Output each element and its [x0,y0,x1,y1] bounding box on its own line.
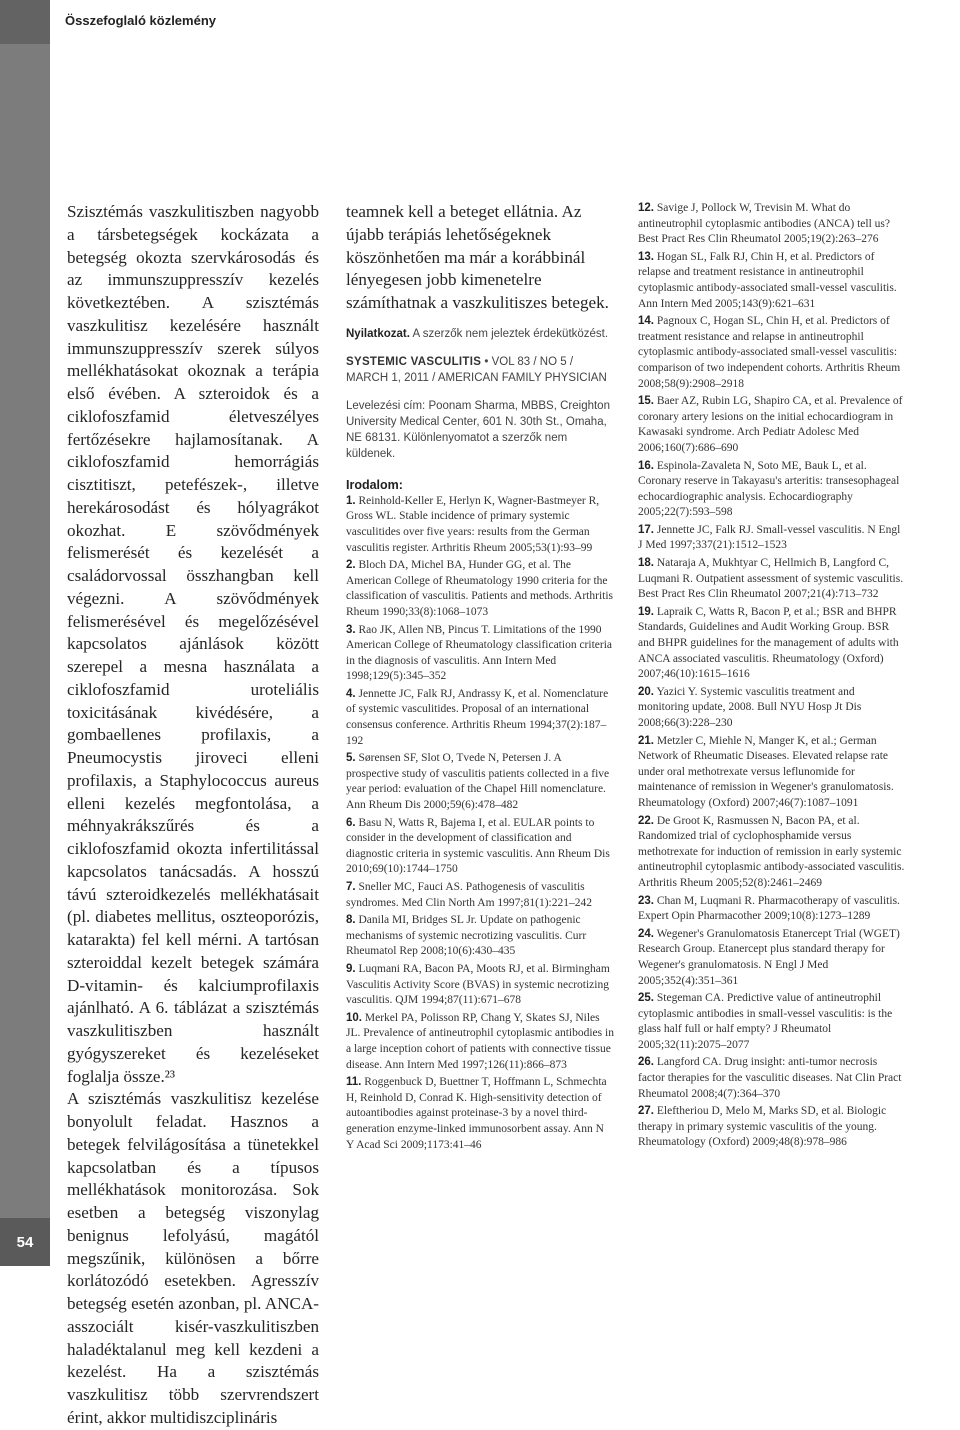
disclosure-text: A szerzők nem jeleztek érdekütközést. [412,327,609,340]
section-title: Összefoglaló közlemény [65,13,216,28]
reference-number: 25. [638,992,654,1005]
references-heading: Irodalom: [346,477,403,492]
reference-item [638,201,906,248]
paragraph-continuation: teamnek kell a beteget ellátnia. Az újabb terápiás lehetőségeknek köszönhetően ma már a korábbinál lényegesen jobb kimenetelre számíthatnak a vaszkulitiszes betegek. [346,202,609,312]
reference-item [638,991,906,1053]
body-column-1 [67,201,319,1430]
reference-list-1 [346,494,614,1153]
sidebar-top-block [0,0,50,44]
reference-text: Luqmani RA, Bacon PA, Moots RJ, et al. Birmingham Vasculitis Activity Score (BVAS) in systemic necrotizing vasculitis. QJM 1994;87(11):671–678 [346,962,610,1007]
reference-number: 13. [638,250,654,263]
reference-text: Jennette JC, Falk RJ. Small-vessel vasculitis. N Engl J Med 1997;337(21):1512–1523 [638,523,901,552]
reference-text: Lapraik C, Watts R, Bacon P, et al.; BSR and BHPR Standards, Guidelines and Audit Working Group. BSR and BHPR guidelines for the management of adults with ANCA associated vasculitis. Rheumatology (Oxford) 2007;46(10):1615–1616 [638,605,899,681]
reference-text: Nataraja A, Mukhtyar C, Hellmich B, Langford C, Luqmani R. Outpatient assessment of systemic vasculitis. Best Pract Res Clin Rheumatol 2007;21(4):713–732 [638,557,904,601]
reference-item [346,913,614,960]
reference-item [638,250,906,312]
reference-item [346,623,614,685]
reference-text: Metzler C, Miehle N, Manger K, et al.; German Network of Rheumatic Diseases. Elevated relapse rate under oral methotrexate versus leflunomide for maintenance of remission in Wegener's granulomatosis. Rheumatology (Oxford) 2007;46(7):1087–1091 [638,734,894,809]
paragraph: Szisztémás vaszkulitiszben nagyobb a társbetegségek kockázata a betegség okozta szervkárosodás és az immunszuppresszív kezelés következtében. A szisztémás vaszkulitisz kezelésére használt immunszuppresszív szerek súlyos mellékhatásokat okoznak a terápia első évében. A szteroidok és a ciklofoszfamid életveszélyes fertőzésekre hajlamosítanak. A ciklofoszfamid hemorrágiás cisztitiszt, petefészek-, illetve herekárosodást és hólyagrákot okozhat. E szövődmények felismerését és kezelését a családorvossal összhangban kell végezni. A szövődmények felismerésével és megelőzésével kapcsolatos ajánlások között szerepel a mesna használata a ciklofoszfamid uroteliális toxicitásának kivédésére, a gombaellenes profilaxis, a Pneumocystis jiroveci elleni profilaxis, a Staphylococcus aureus elleni kezelés megfontolása, a méhnyakrákszűrés és a ciklofoszfamid okozta infertilitással kapcsolatos tanácsadás. A hosszú távú szteroidkezelés mellékhatásait (pl. diabetes mellitus, oszteoporózis, katarakta) fel kell mérni. A tartósan szteroiddal kezelt betegek számára D-vitamin- és kalciumprofilaxis ajánlható. A 6. táblázat a szisztémás vaszkulitiszben használt gyógyszereket és kezeléseket foglalja össze.²³ [67,202,319,1086]
journal-line: SYSTEMIC VASCULITIS • VOL 83 / NO 5 / MARCH 1, 2011 / AMERICAN FAMILY PHYSICIAN [346,355,607,384]
reference-number: 21. [638,734,654,747]
reference-item [638,394,906,456]
reference-item [638,734,906,812]
page-number: 54 [0,1218,50,1266]
reference-number: 4. [346,687,356,700]
reference-number: 11. [346,1076,362,1089]
reference-text: De Groot K, Rasmussen N, Bacon PA, et al. Randomized trial of cyclophosphamide versus methotrexate for induction of remission in early systemic antineutrophil cytoplasmic antibody-associated vasculitis. Arthritis Rheum 2005;52(8):2461–2469 [638,814,905,889]
reference-text: Espinola-Zavaleta N, Soto ME, Bauk L, et al. Coronary reserve in Takayasu's arteritis: transesophageal echocardiographic analysis. Echocardiography 2005;22(7):593–598 [638,459,900,519]
paragraph: A szisztémás vaszkulitisz kezelése bonyolult feladat. Hasznos a betegek felvilágosítása a tünetekkel kapcsolatban és a típusos mellékhatások monitorozása. Sok esetben a betegség viszonylag benignus lefolyású, magától megszűnik, különösen a bőrre korlátozódó esetekben. Agresszív betegség esetén azonban, pl. ANCA-asszociált kisér-vaszkulitiszben haladéktalanul meg kell kezdeni a kezelést. Ha a szisztémás vaszkulitisz több szervrendszert érint, akkor multidiszciplináris [67,1089,319,1427]
reference-text: Jennette JC, Falk RJ, Andrassy K, et al. Nomenclature of systemic vasculitides. Proposal of an international consensus conference. Arthritis Rheum 1994;37(2):187–192 [346,687,609,747]
reference-item [346,1075,614,1153]
reference-item [346,494,614,556]
reference-item [346,751,614,813]
reference-item [638,894,906,925]
reference-number: 1. [346,494,356,507]
reference-item [638,685,906,732]
reference-number: 24. [638,927,654,940]
reference-number: 10. [346,1011,362,1024]
reference-number: 9. [346,962,356,975]
reference-number: 3. [346,623,356,636]
reference-item [638,523,906,554]
reference-list-2 [638,201,906,1151]
reference-item [346,687,614,749]
correspondence-address: Levelezési cím: Poonam Sharma, MBBS, Creighton University Medical Center, 601 N. 30th St., Omaha, NE 68131. Különlenyomatot a szerzők nem küldenek. [346,399,610,460]
reference-number: 20. [638,685,654,698]
reference-text: Sneller MC, Fauci AS. Pathogenesis of vasculitis syndromes. Med Clin North Am 1997;81(1):221–242 [346,881,592,909]
disclosure [346,327,614,342]
reference-number: 27. [638,1105,654,1118]
reference-text: Stegeman CA. Predictive value of antineutrophil cytoplasmic antibodies in small-vessel vasculitis: is the glass half full or half empty? J Rheumatol 2005;32(11):2075–2077 [638,992,893,1051]
reference-text: Baer AZ, Rubin LG, Shapiro CA, et al. Prevalence of coronary artery lesions on the initial echocardiogram in Kawasaki syndrome. Arch Pediatr Adolesc Med 2006;160(7):686–690 [638,395,903,454]
reference-text: Danila MI, Bridges SL Jr. Update on pathogenic mechanisms of systemic necrotizing vasculitis. Curr Rheumatol Rep 2008;10(6):430–435 [346,914,587,958]
reference-text: Langford CA. Drug insight: anti-tumor necrosis factor therapies for the vasculitic diseases. Nat Clin Pract Rheumatol 2008;4(7):364–370 [638,1056,902,1100]
reference-text: Sørensen SF, Slot O, Tvede N, Petersen J. A prospective study of vasculitis patients collected in a five year period: evaluation of the Chapel Hill nomenclature. Ann Rheum Dis 2000;59(6):478–482 [346,752,610,812]
reference-text: Yazici Y. Systemic vasculitis treatment and monitoring update, 2008. Bull NYU Hosp Jt Dis 2008;66(3):228–230 [638,685,862,729]
reference-text: Wegener's Granulomatosis Etanercept Trial (WGET) Research Group. Etanercept plus standard therapy for Wegener's granulomatosis. N Engl J Med 2005;352(4):351–361 [638,927,900,987]
reference-item [638,605,906,683]
reference-text: Merkel PA, Polisson RP, Chang Y, Skates SJ, Niles JL. Prevalence of antineutrophil cytoplasmic antibodies in a large inception cohort of patients with connective tissue disease. Ann Intern Med 1997;126(11):866–873 [346,1011,614,1071]
body-column-2 [346,201,614,1155]
reference-item [638,814,906,892]
reference-text: Savige J, Pollock W, Trevisin M. What do antineutrophil cytoplasmic antibodies (ANCA) tell us? Best Pract Res Clin Rheumatol 2005;19(2):263–276 [638,202,890,246]
reference-number: 23. [638,894,654,907]
reference-text: Chan M, Luqmani R. Pharmacotherapy of vasculitis. Expert Opin Pharmacother 2009;10(8):1273–1289 [638,894,900,923]
reference-item [638,1055,906,1102]
journal-info: VOL 83 / NO 5 / MARCH 1, 2011 / AMERICAN FAMILY PHYSICIAN [346,355,607,384]
reference-item [638,314,906,392]
reference-item [346,1011,614,1073]
reference-item [638,927,906,989]
reference-text: Eleftheriou D, Melo M, Marks SD, et al. Biologic therapy in primary systemic vasculitis of the young. Rheumatology (Oxford) 2009;48(8):978–986 [638,1105,887,1149]
reference-number: 8. [346,914,356,927]
reference-number: 26. [638,1056,654,1069]
journal-title: SYSTEMIC VASCULITIS [346,355,482,368]
reference-text: Pagnoux C, Hogan SL, Chin H, et al. Predictors of treatment resistance and relapse in antineutrophil cytoplasmic antibody-associated small-vessel vasculitis: comparison of two independent cohorts. Arthritis Rheum 2008;58(9):2908–2918 [638,315,901,390]
reference-item [346,962,614,1009]
left-sidebar-bar [0,0,50,1266]
reference-number: 16. [638,459,654,472]
reference-number: 22. [638,814,654,827]
reference-item [346,880,614,911]
reference-number: 18. [638,557,654,570]
reference-number: 14. [638,315,654,328]
reference-item [346,816,614,878]
reference-item [638,556,906,603]
body-column-3 [638,201,906,1153]
reference-item [638,459,906,521]
reference-text: Roggenbuck D, Buettner T, Hoffmann L, Schmechta H, Reinhold D, Conrad K. High-sensitivity detection of autoantibodies against proteinase-3 by a novel third-generation enzyme-linked immunosorbent assay. Ann N Y Acad Sci 2009;1173:41–46 [346,1076,607,1151]
reference-number: 12. [638,202,654,214]
reference-text: Basu N, Watts R, Bajema I, et al. EULAR points to consider in the development of classification and diagnostic criteria in systemic vasculitis. Ann Rheum Dis 2010;69(10):1744–1750 [346,816,610,876]
reference-text: Rao JK, Allen NB, Pincus T. Limitations of the 1990 American College of Rheumatology classification criteria in the diagnosis of vasculitis. Ann Intern Med 1998;129(5):345–352 [346,623,613,683]
disclosure-label: Nyilatkozat. [346,327,410,340]
reference-number: 15. [638,395,654,408]
reference-item [638,1104,906,1151]
reference-number: 2. [346,559,356,572]
reference-text: Hogan SL, Falk RJ, Chin H, et al. Predictors of relapse and treatment resistance in antineutrophil cytoplasmic antibody-associated small-vessel vasculitis. Ann Intern Med 2005;143(9):621–631 [638,250,897,310]
reference-number: 6. [346,816,356,829]
reference-text: Bloch DA, Michel BA, Hunder GG, et al. The American College of Rheumatology 1990 criteria for the classification of vasculitis. Patients and methods. Arthritis Rheum 1990;33(8):1068–1073 [346,559,614,618]
reference-text: Reinhold-Keller E, Herlyn K, Wagner-Bastmeyer R, Gross WL. Stable incidence of primary systemic vasculitides over five years: results from the German vasculitis register. Arthritis Rheum 2005;53(1):93–99 [346,494,600,554]
reference-number: 17. [638,523,654,536]
reference-number: 19. [638,605,654,618]
reference-number: 5. [346,752,356,765]
reference-number: 7. [346,881,356,893]
reference-item [346,558,614,620]
